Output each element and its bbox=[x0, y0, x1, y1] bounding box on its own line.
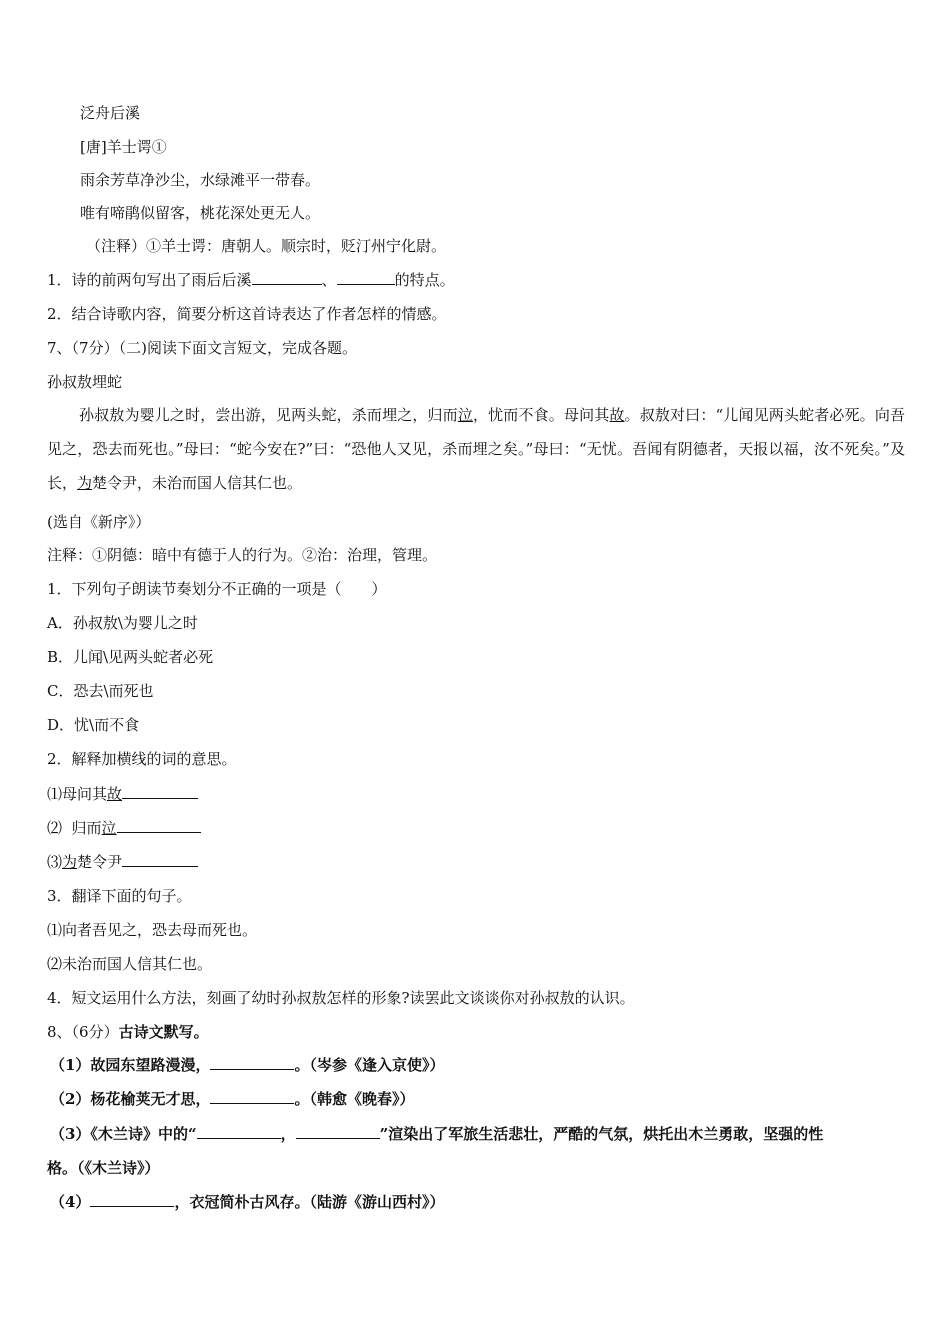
word-item-label: ⑵ 归而 bbox=[47, 819, 102, 837]
word-item-tail: 楚令尹 bbox=[77, 853, 123, 871]
answer-blank[interactable] bbox=[197, 1124, 281, 1139]
passage-part-3: 。叔敖对曰：“儿闻见两头蛇者必死。向吾见之，恐去而死也。”母曰：“蛇今安在?”曰：“恐他人又见，杀而埋之矣。”母曰：“无忧。吾闻有阴德者，天报以福，汝不死矣。”及长， bbox=[47, 406, 905, 492]
q6-item1-sep: 、 bbox=[321, 271, 337, 289]
word-item-label: ⑴母问其 bbox=[47, 785, 108, 803]
word-item-2 bbox=[47, 818, 201, 838]
translate-item-2: ⑵未治而国人信其仁也。 bbox=[47, 955, 213, 973]
answer-blank[interactable] bbox=[337, 270, 395, 285]
q8-item1-source: 。（岑参《逢入京使》） bbox=[294, 1056, 445, 1074]
q8-item4-text: ，衣冠简朴古风存。（陆游《游山西村》） bbox=[174, 1193, 445, 1211]
poem-author: [唐]羊士谔① bbox=[80, 138, 167, 156]
translate-item-1: ⑴向者吾见之，恐去母而死也。 bbox=[47, 921, 258, 939]
q8-item-2 bbox=[50, 1089, 414, 1109]
q7-text-title: 孙叔敖埋蛇 bbox=[47, 373, 123, 391]
underlined-word: 为 bbox=[77, 474, 93, 492]
option-d[interactable]: D．忧\而不食 bbox=[47, 716, 140, 734]
q8-item-3-cont: 格。（《木兰诗》） bbox=[47, 1159, 160, 1177]
q8-item3-cont: ”渲染出了军旅生活悲壮，严酷的气氛，烘托出木兰勇敢，坚强的性 bbox=[379, 1125, 824, 1143]
q8-item3-text: （3）《木兰诗》中的“ bbox=[50, 1125, 197, 1143]
q7-source: (选自《新序》） bbox=[47, 513, 151, 531]
q6-item-1 bbox=[47, 270, 455, 290]
answer-blank[interactable] bbox=[210, 1089, 294, 1104]
option-a[interactable]: A．孙叔敖\为婴儿之时 bbox=[47, 614, 198, 632]
q8-item1-text: （1）故园东望路漫漫， bbox=[50, 1056, 211, 1074]
poem-line-1: 雨余芳草净沙尘，水绿滩平一带春。 bbox=[80, 171, 321, 189]
q7-sub-1: 1．下列句子朗读节奏划分不正确的一项是（ ） bbox=[47, 580, 387, 598]
poem-title: 泛舟后溪 bbox=[80, 104, 141, 122]
q8-item3-sep: ， bbox=[280, 1125, 296, 1143]
poem-note: （注释）①羊士谔：唐朝人。顺宗时，贬汀州宁化尉。 bbox=[86, 237, 447, 255]
answer-blank[interactable] bbox=[122, 784, 198, 799]
q6-item1-text: 1．诗的前两句写出了雨后后溪 bbox=[47, 271, 252, 289]
q8-item-4 bbox=[50, 1192, 444, 1212]
word-item-1 bbox=[47, 784, 198, 804]
underlined-word: 泣 bbox=[457, 406, 473, 424]
underlined-word: 泣 bbox=[101, 819, 117, 837]
q8-header bbox=[47, 1022, 209, 1042]
q8-item-3 bbox=[50, 1124, 823, 1144]
q7-sub-2: 2．解释加横线的词的意思。 bbox=[47, 750, 237, 768]
answer-blank[interactable] bbox=[90, 1192, 174, 1207]
word-item-3 bbox=[47, 852, 198, 872]
word-item-label: ⑶ bbox=[47, 853, 63, 871]
q7-notes: 注释：①阴德：暗中有德于人的行为。②治：治理，管理。 bbox=[47, 546, 438, 564]
underlined-word: 为 bbox=[62, 853, 78, 871]
q6-item-2: 2．结合诗歌内容，简要分析这首诗表达了作者怎样的情感。 bbox=[47, 305, 447, 323]
answer-blank[interactable] bbox=[210, 1055, 294, 1070]
passage-part-4: 楚令尹，未治而国人信其仁也。 bbox=[92, 474, 303, 492]
q8-instruction: 古诗文默写。 bbox=[118, 1023, 209, 1041]
q8-item-1 bbox=[50, 1055, 444, 1075]
option-c[interactable]: C．恐去\而死也 bbox=[47, 682, 154, 700]
q7-header: 7、（7分）（二)阅读下面文言短文，完成各题。 bbox=[47, 339, 357, 357]
underlined-word: 故 bbox=[609, 406, 625, 424]
passage-part-2: ，忧而不食。母问其 bbox=[473, 406, 610, 424]
passage-part-1: 孙叔敖为婴儿之时，尝出游，见两头蛇，杀而埋之，归而 bbox=[79, 406, 458, 424]
q7-sub-4: 4．短文运用什么方法，刻画了幼时孙叔敖怎样的形象?读罢此文谈谈你对孙叔敖的认识。 bbox=[47, 989, 635, 1007]
answer-blank[interactable] bbox=[122, 852, 198, 867]
answer-blank[interactable] bbox=[252, 270, 322, 285]
q8-item2-source: 。（韩愈《晚春》） bbox=[294, 1090, 415, 1108]
underlined-word: 故 bbox=[107, 785, 123, 803]
answer-blank[interactable] bbox=[296, 1124, 380, 1139]
q8-number: 8、（6分） bbox=[47, 1023, 119, 1041]
q7-sub-3: 3．翻译下面的句子。 bbox=[47, 887, 192, 905]
poem-line-2: 唯有啼鹃似留客，桃花深处更无人。 bbox=[80, 204, 321, 222]
q6-item1-tail: 的特点。 bbox=[394, 271, 455, 289]
q8-item4-label: （4） bbox=[50, 1193, 91, 1211]
answer-blank[interactable] bbox=[117, 818, 201, 833]
q8-item2-text: （2）杨花榆荚无才思， bbox=[50, 1090, 211, 1108]
option-b[interactable]: B．儿闻\见两头蛇者必死 bbox=[47, 648, 214, 666]
q7-passage bbox=[47, 398, 905, 500]
